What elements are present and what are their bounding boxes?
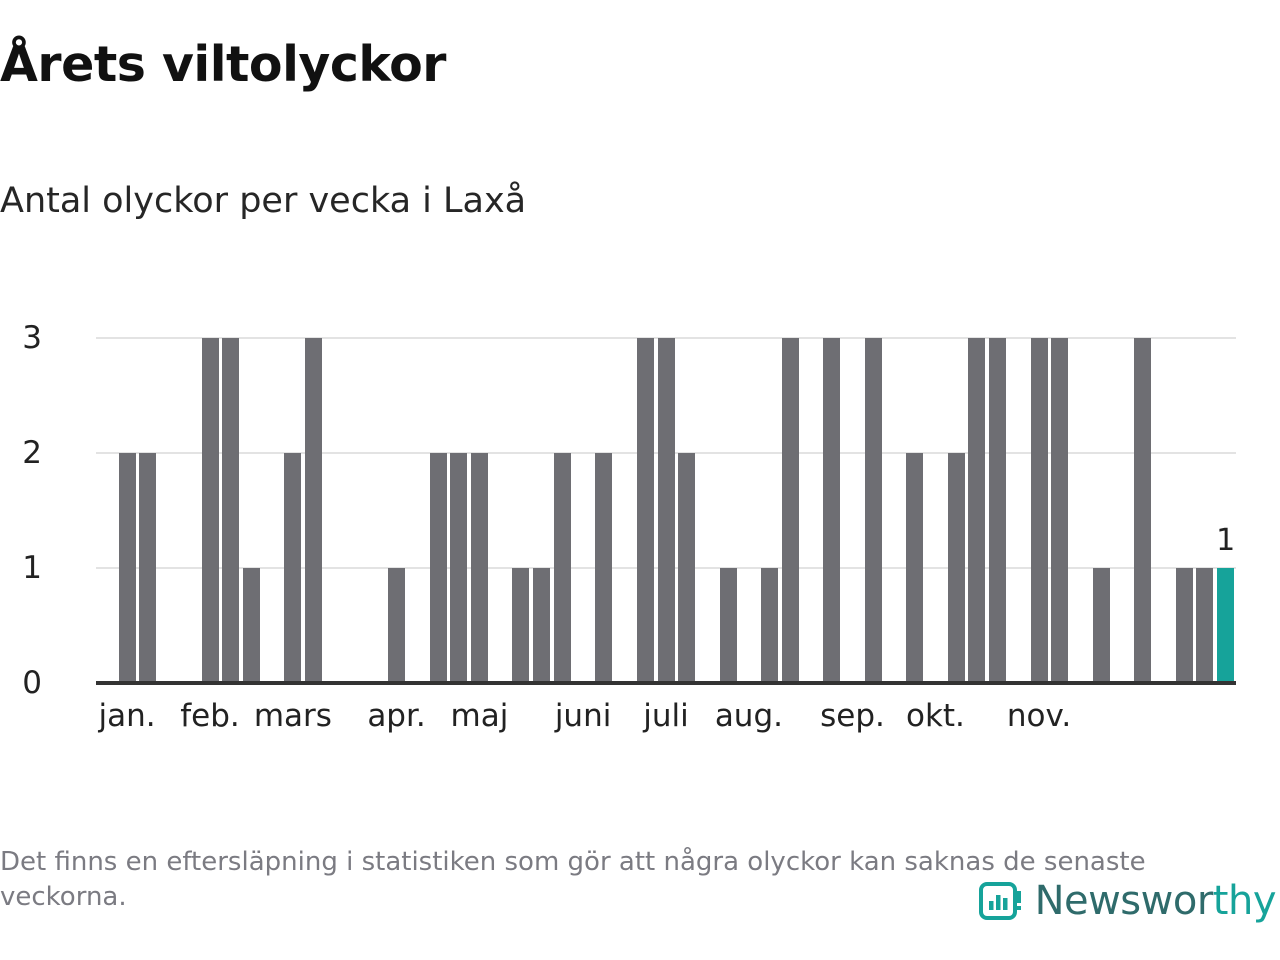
bar[interactable] <box>243 568 260 683</box>
y-tick-label: 0 <box>22 665 42 701</box>
bar[interactable] <box>637 338 654 683</box>
bar[interactable] <box>658 338 675 683</box>
bar-chart-logo-icon <box>979 879 1023 923</box>
bar-value-label: 1 <box>1216 523 1236 558</box>
x-axis-line <box>96 681 1236 685</box>
x-tick-label: okt. <box>905 698 965 734</box>
bar[interactable] <box>202 338 219 683</box>
bar[interactable] <box>1031 338 1048 683</box>
bar[interactable] <box>1134 338 1151 683</box>
x-tick-label: juni <box>554 698 612 734</box>
bar[interactable] <box>989 338 1006 683</box>
bar[interactable] <box>720 568 737 683</box>
x-tick-label: sep. <box>820 698 885 734</box>
bar[interactable] <box>1093 568 1110 683</box>
bar[interactable] <box>388 568 405 683</box>
plot-area <box>22 320 1236 701</box>
x-tick-label: apr. <box>367 698 426 734</box>
x-tick-label: feb. <box>180 698 240 734</box>
bar[interactable] <box>865 338 882 683</box>
page-subtitle: Antal olyckor per vecka i Laxå <box>0 181 527 221</box>
bar[interactable] <box>761 568 778 683</box>
brand-name-primary: Newswor <box>1034 878 1213 924</box>
bar[interactable] <box>782 338 799 683</box>
x-tick-label: maj <box>450 698 509 734</box>
bar-series <box>96 338 1236 683</box>
y-tick-label: 2 <box>22 435 42 471</box>
bar[interactable] <box>823 338 840 683</box>
x-axis-labels <box>96 698 1236 748</box>
bar[interactable] <box>595 453 612 683</box>
bar[interactable] <box>533 568 550 683</box>
bar[interactable] <box>450 453 467 683</box>
bar[interactable] <box>906 453 923 683</box>
brand-name-accent: thy <box>1212 878 1276 924</box>
bar[interactable] <box>1196 568 1213 683</box>
footnote: Det finns en eftersläpning i statistiken som gör att några olyckor kan saknas de senaste veckorna. <box>0 847 1146 913</box>
bar[interactable] <box>1051 338 1068 683</box>
bar[interactable] <box>1176 568 1193 683</box>
bar[interactable] <box>305 338 322 683</box>
brand-name <box>1035 878 1276 924</box>
bar[interactable] <box>119 453 136 683</box>
y-tick-label: 3 <box>22 320 42 356</box>
bar[interactable] <box>430 453 447 683</box>
bar[interactable] <box>1217 568 1234 683</box>
bar[interactable] <box>948 453 965 683</box>
x-tick-label: aug. <box>714 698 783 734</box>
bar[interactable] <box>968 338 985 683</box>
y-tick-label: 1 <box>22 550 42 586</box>
x-tick-label: juli <box>643 698 689 734</box>
bar[interactable] <box>471 453 488 683</box>
bar[interactable] <box>222 338 239 683</box>
bar[interactable] <box>512 568 529 683</box>
bar[interactable] <box>139 453 156 683</box>
chart-container <box>0 300 1280 760</box>
x-tick-label: jan. <box>98 698 156 734</box>
bar[interactable] <box>678 453 695 683</box>
bar[interactable] <box>554 453 571 683</box>
bar[interactable] <box>284 453 301 683</box>
x-tick-label: mars <box>253 698 332 734</box>
page-title: Årets viltolyckor <box>0 36 446 93</box>
brand-logo <box>979 878 1276 924</box>
x-tick-label: nov. <box>1006 698 1072 734</box>
